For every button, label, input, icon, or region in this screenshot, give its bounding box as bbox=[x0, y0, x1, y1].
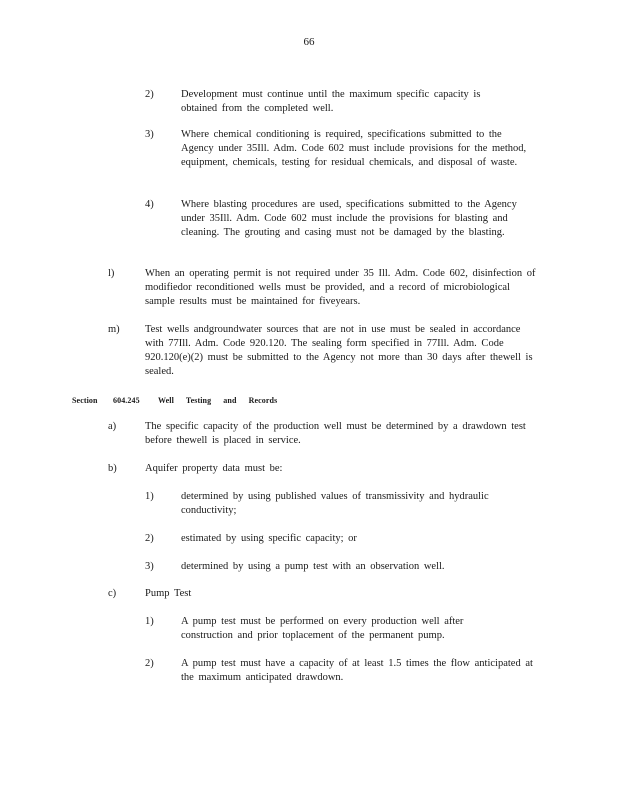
item-label: 3) bbox=[145, 129, 154, 140]
item-text: Where chemical conditioning is required, specifications submitted to the Agency under 35Ill. Adm. Code 602 must include provisions for the method, equipment, chemicals, testing for residual chemicals, and disposal of waste. bbox=[181, 129, 527, 168]
item-label: 2) bbox=[145, 533, 154, 544]
item-text: When an operating permit is not required under 35 Ill. Adm. Code 602, disinfection of modifiedor reconditioned wells must be provided, and a record of microbiological sample results must be maintained for fiveyears. bbox=[145, 268, 536, 307]
section-title: Well Testing and Records bbox=[158, 396, 278, 405]
item-label: l) bbox=[108, 268, 115, 279]
item-text: The specific capacity of the production well must be determined by a drawdown test before thewell is placed in service. bbox=[145, 421, 526, 446]
item-text: Where blasting procedures are used, specifications submitted to the Agency under 35Ill. Adm. Code 602 must include the provisions for blasting and cleaning. The grouting and casing must not be damaged by the blasting. bbox=[181, 199, 517, 238]
item-label: 2) bbox=[145, 658, 154, 669]
item-label: 1) bbox=[145, 616, 154, 627]
section-number: 604.245 bbox=[113, 396, 140, 405]
item-text: Development must continue until the maximum specific capacity is obtained from the completed well. bbox=[181, 89, 481, 114]
item-text: determined by using a pump test with an observation well. bbox=[181, 561, 445, 572]
item-label: 2) bbox=[145, 89, 154, 100]
page-number: 66 bbox=[303, 36, 315, 48]
item-text: A pump test must be performed on every production well after construction and prior toplacement of the permanent pump. bbox=[181, 616, 464, 641]
item-text: determined by using published values of transmissivity and hydraulic conductivity; bbox=[181, 491, 489, 516]
item-label: 3) bbox=[145, 561, 154, 572]
item-text: Pump Test bbox=[145, 588, 192, 599]
item-text: estimated by using specific capacity; or bbox=[181, 533, 357, 544]
item-text: Test wells andgroundwater sources that are not in use must be sealed in accordance with 77Ill. Adm. Code 920.120. The sealing form specified in 77Ill. Adm. Code 920.120(e)(2) must be submitted to the Agency not more than 30 days after thewell is sealed. bbox=[145, 324, 533, 377]
item-text: A pump test must have a capacity of at least 1.5 times the flow anticipated at the maximum anticipated drawdown. bbox=[181, 658, 533, 683]
item-label: b) bbox=[108, 463, 117, 474]
item-text: Aquifer property data must be: bbox=[145, 463, 283, 474]
item-label: c) bbox=[108, 588, 117, 599]
section-label: Section bbox=[72, 396, 98, 405]
item-label: 1) bbox=[145, 491, 154, 502]
item-label: 4) bbox=[145, 199, 154, 210]
item-label: a) bbox=[108, 421, 117, 432]
item-label: m) bbox=[108, 324, 120, 335]
